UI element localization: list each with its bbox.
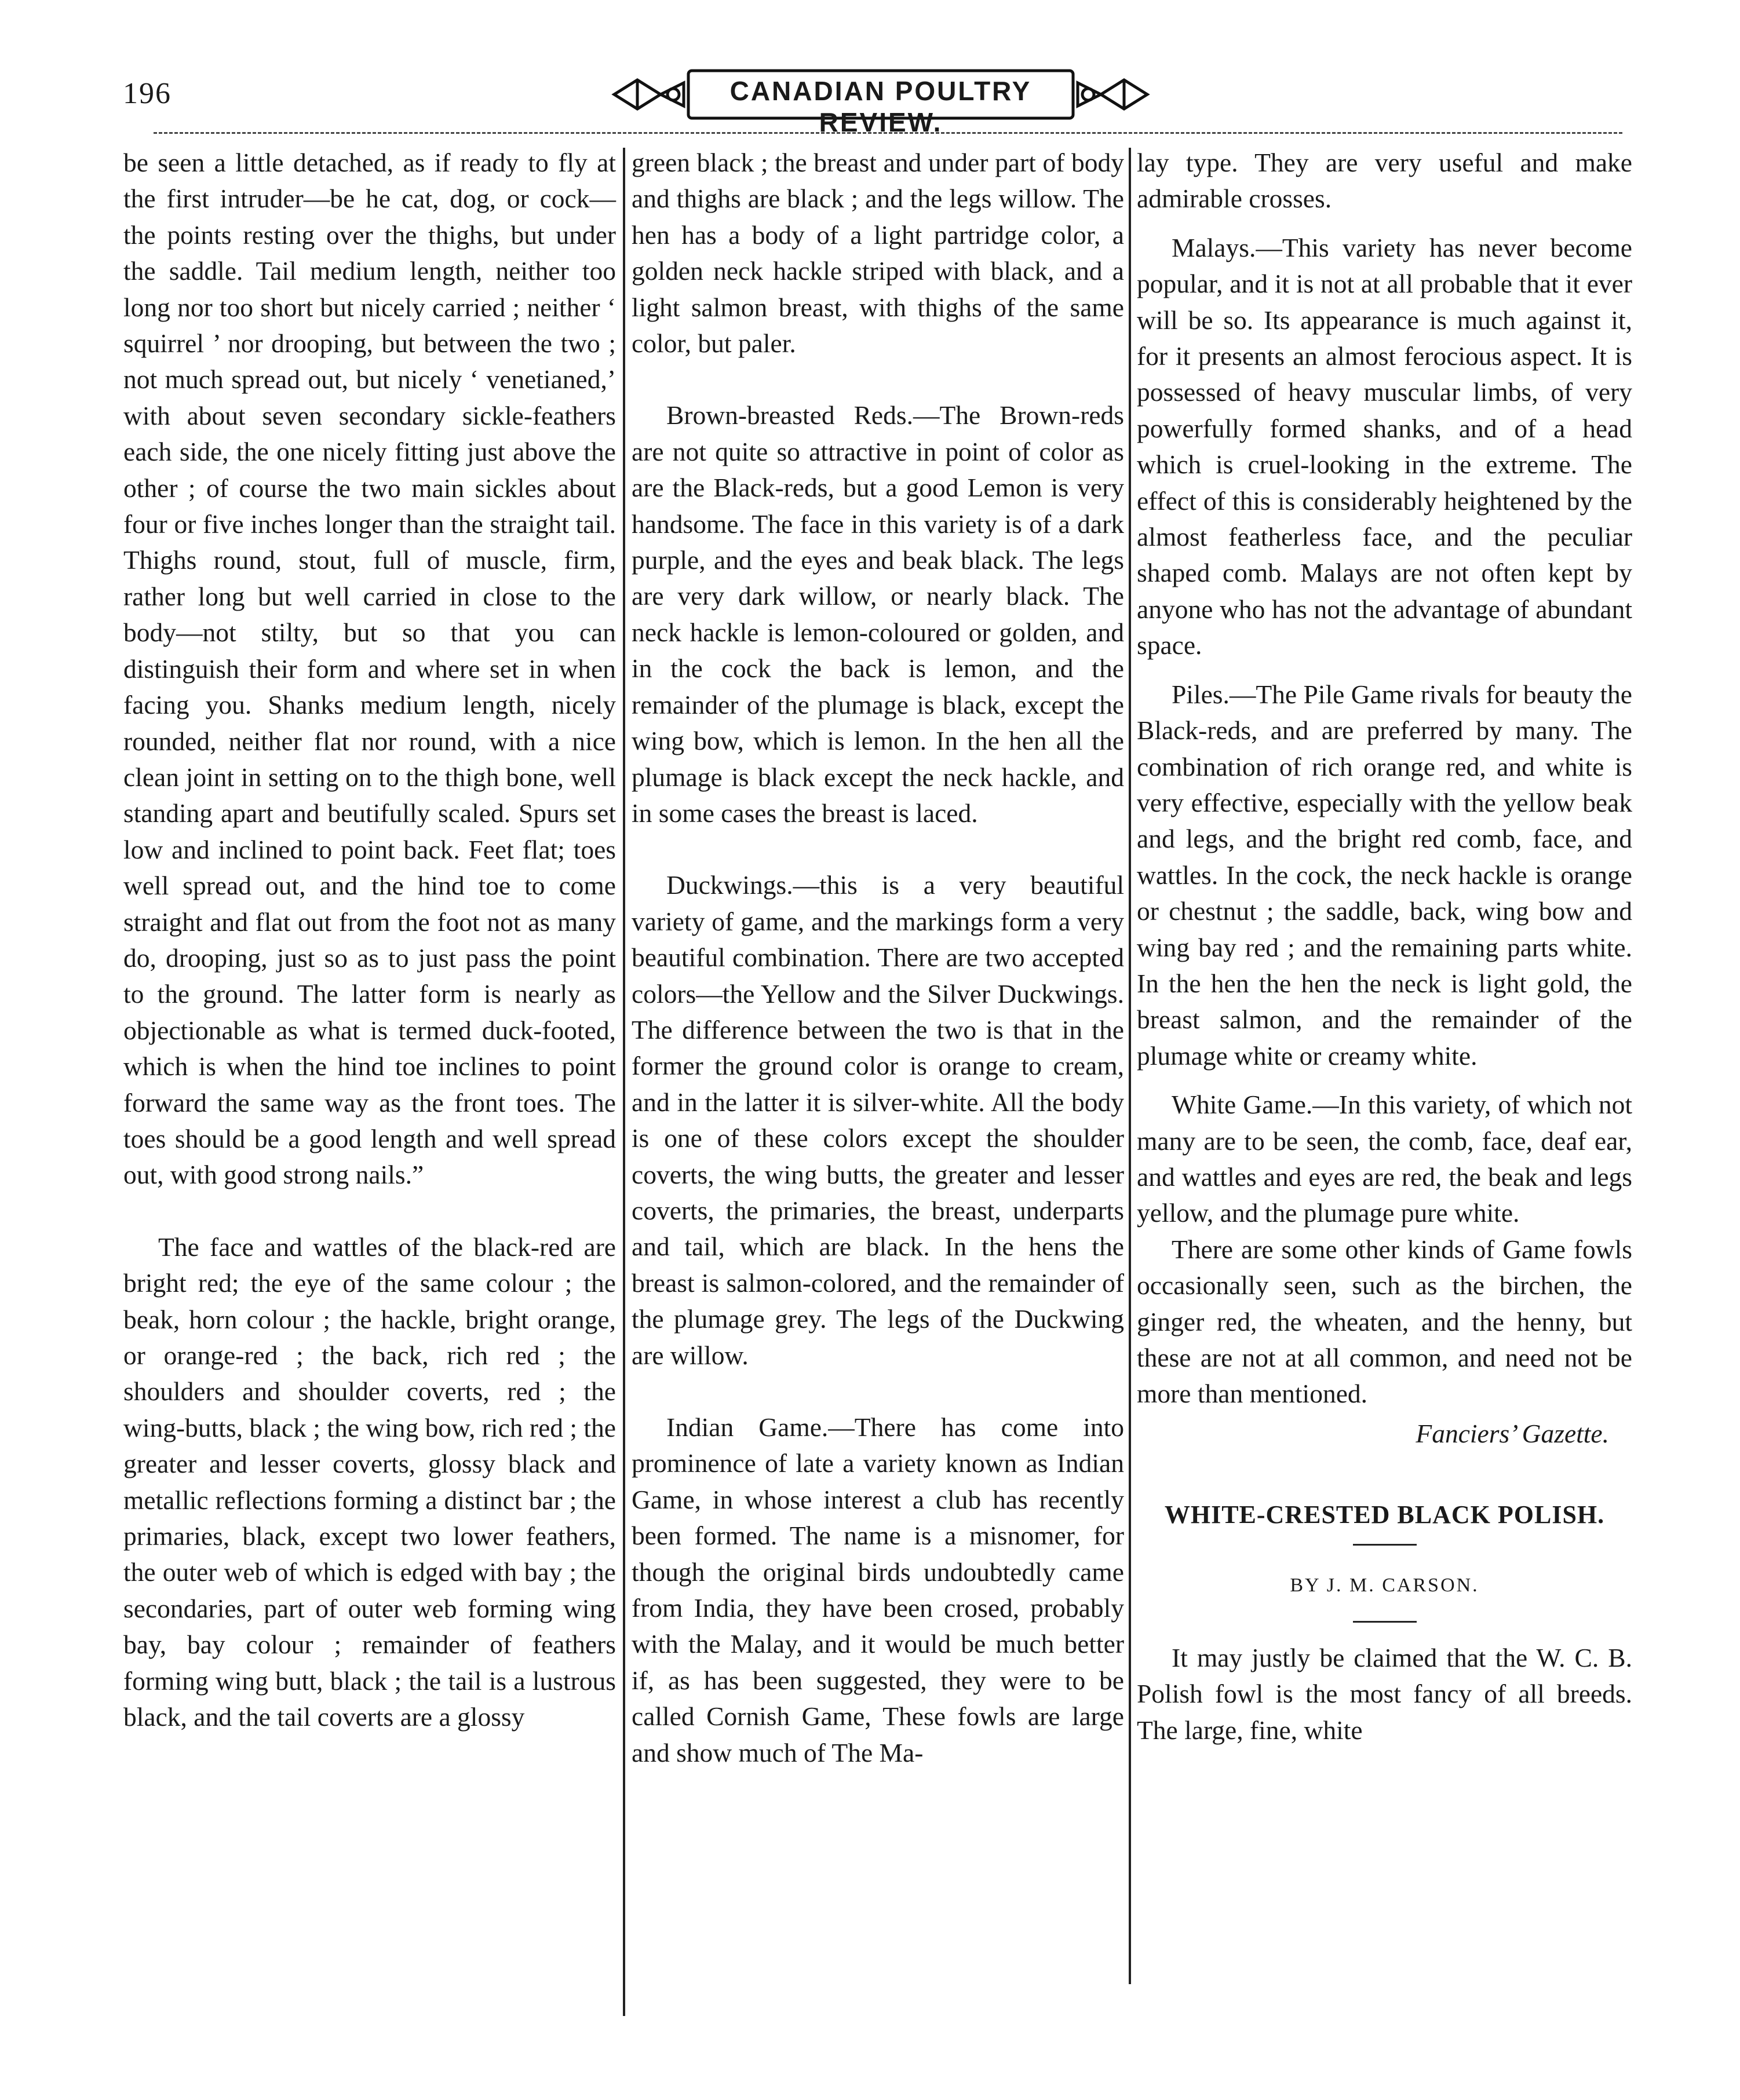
column-1 — [123, 145, 616, 1735]
article-title: WHITE-CRESTED BLACK POLISH. — [1164, 1500, 1605, 1529]
title-rule — [1353, 1544, 1417, 1546]
masthead — [603, 63, 1159, 137]
col3-paragraph-piles: Piles.—The Pile Game rivals for beauty the Black-reds, and are preferred by many. The combination of rich orange red, and white is very effective, especially with the yellow beak and legs, and the bright red comb, face, and wattles. In the cock, the neck hackle is orange or chestnut ; the saddle, back, wing bow and wing bay red ; and the remaining parts white. In the hen the hen the neck is light gold, the breast salmon, and the remainder of the plumage white or creamy white. — [1137, 679, 1632, 1071]
col3-paragraph-white-game: White Game.—In this variety, of which not many are to be seen, the comb, face, deaf ear, and wattles and eyes are red, the beak and legs yellow, and the plumage pure white. — [1137, 1090, 1632, 1228]
header-rule — [154, 132, 1622, 134]
col3-paragraph-other-kinds: There are some other kinds of Game fowls occasionally seen, such as the birchen, the ginger red, the wheaten, and the henny, but these are not at all common, and need not be more than mentioned. — [1137, 1234, 1632, 1409]
byline-rule — [1353, 1621, 1417, 1623]
col2-paragraph-indian-game: Indian Game.—There has come into prominence of late a variety known as Indian Game, in whose interest a club has recently been formed. The name is a misnomer, for though the original birds undoubtedly came from India, they have been crosed, probably with the Malay, and it would be much better if, as has been suggested, they were to be called Cornish Game, These fowls are large and show much of The Ma- — [632, 1412, 1124, 1767]
col2-paragraph-brown-breasted-reds: Brown-breasted Reds.—The Brown-reds are not quite so attractive in point of color as are the Black-reds, but a good Lemon is very handsome. The face in this variety is of a dark purple, and the eyes and beak black. The legs are very dark willow, or nearly black. The neck hackle is lemon-coloured or golden, and in the cock the back is lemon, and the remainder of the plumage is black, except the wing bow, which is lemon. In the hen all the plumage is black except the neck hackle, and in some cases the breast is laced. — [632, 400, 1124, 828]
col2-paragraph-1: green black ; the breast and under part of body and thighs are black ; and the legs willow. The hen has a body of a light partridge color, a golden neck hackle striped with black, and a light salmon breast, with thighs of the same color, but paler. — [632, 148, 1124, 359]
column-divider-left — [623, 148, 625, 2016]
col1-paragraph-1: be seen a little detached, as if ready to fly at the first intruder—be he cat, dog, or cock—the points resting over the thighs, but under the saddle. Tail medium length, neither too long nor too short but nicely carried ; neither ‘ squirrel ’ nor drooping, but between the two ; not much spread out, but nicely ‘ venetianed,’ with about seven secondary sickle-feathers each side, the one nicely fitting just above the other ; of course the two main sickles about four or five inches longer than the straight tail. Thighs round, stout, full of muscle, firm, rather long but well carried in close to the body—not stilty, but so that you can distinguish their form and where set in when facing you. Shanks medium length, nicely rounded, neither flat nor round, with a nice clean joint in setting on to the thigh bone, well standing apart and beutifully scaled. Spurs set low and inclined to point back. Feet flat; toes well spread out, and the hind toe to come straight and flat out from the foot not as many do, drooping, just so as to just pass the point to the ground. The latter form is nearly as objectionable as what is termed duck-footed, which is when the hind toe inclines to point forward the same way as the front toes. The toes should be a good length and well spread out, with good strong nails.” — [123, 148, 616, 1190]
article-byline: BY J. M. CARSON. — [1290, 1574, 1479, 1596]
column-divider-right — [1129, 148, 1131, 1984]
column-2 — [632, 145, 1124, 1771]
page-number: 196 — [123, 77, 172, 110]
masthead-title: CANADIAN POULTRY REVIEW. — [729, 76, 1032, 137]
col3-paragraph-malays: Malays.—This variety has never become popular, and it is not at all probable that it ever will be so. Its appearance is much against it, for it presents an almost ferocious aspect. It is possessed of heavy muscular limbs, of very powerfully formed shanks, and of a head which is cruel-looking in the extreme. The effect of this is considerably heightened by the almost featherless face, and the peculiar shaped comb. Malays are not often kept by anyone who has not the advantage of abundant space. — [1137, 232, 1632, 660]
source-credit: Fanciers’ Gazette. — [1416, 1418, 1609, 1448]
col1-paragraph-2: The face and wattles of the black-red are bright red; the eye of the same colour ; the beak, horn colour ; the hackle, bright orange, or orange-red ; the back, rich red ; the shoulders and shoulder coverts, red ; the wing-butts, black ; the wing bow, rich red ; the greater and lesser coverts, glossy black and metallic reflections forming a distinct bar ; the primaries, black, except two lower feathers, the outer web of which is edged with bay ; the secondaries, part of outer web forming wing bay, bay colour ; remainder of feathers forming wing butt, black ; the tail is a lustrous black, and the tail coverts are a glossy — [123, 1232, 616, 1732]
col3-paragraph-polish: It may justly be claimed that the W. C. B. Polish fowl is the most fancy of all breeds. The large, fine, white — [1137, 1643, 1632, 1745]
col2-paragraph-duckwings: Duckwings.—this is a very beautiful variety of game, and the markings form a very beautiful combination. There are two accepted colors—the Yellow and the Silver Duckwings. The difference between the two is that in the former the ground color is orange to cream, and in the latter it is silver-white. All the body is one of these colors except the shoulder coverts, the wing butts, the greater and lesser coverts, the primaries, the breast, underparts and tail, which are black. In the hens the breast is salmon-colored, and the remainder of the plumage grey. The legs of the Duckwing are willow. — [632, 870, 1124, 1370]
column-3 — [1137, 145, 1632, 1748]
col3-paragraph-1: lay type. They are very useful and make admirable crosses. — [1137, 148, 1632, 214]
